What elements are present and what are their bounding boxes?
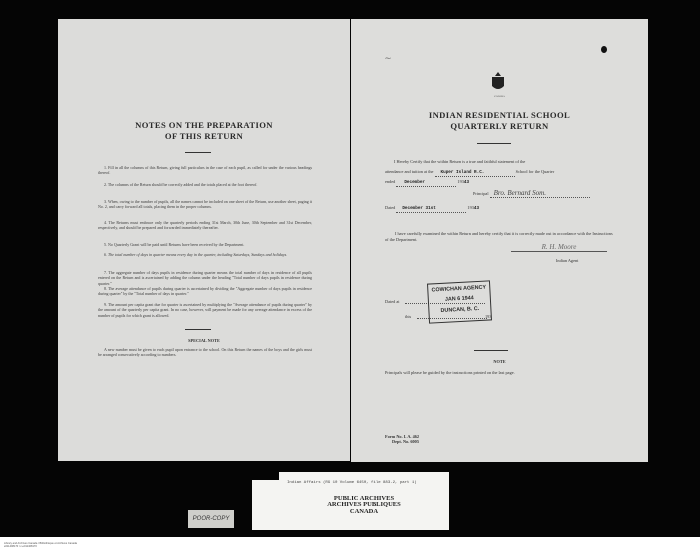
note-4: 4. The Returns must embrace only the quarterly periods ending 31st March, 30th June, 30th September and 31st December, respectively, and should be prepared and forwarded immediately thereafter. (98, 220, 312, 231)
return-title-line1: INDIAN RESIDENTIAL SCHOOL (428, 110, 571, 120)
note-9: 9. The amount per capita grant due for quarter is ascertained by multiplying the "Average attendance of pupils during quarter" by the amount of the quarterly per capita grant. In no case, however, will payment be made for any average attendance in excess of the number of pupils for which grant is allowed. (98, 302, 312, 318)
agent-label: Indian Agent (556, 258, 579, 263)
note-3: 3. When, owing to the number of pupils, all the names cannot be included on one sheet of the Return, use another sheet, paging it No. 2, and carry forward all totals, placing them in the proper columns. (98, 199, 312, 210)
notes-title-line2: OF THIS RETURN (164, 131, 244, 141)
crest-label: CANADA (494, 95, 505, 98)
archive-line-1: PUBLIC ARCHIVES (333, 495, 395, 502)
footer-credit: Library and Archives Canada / Bibliothèque et Archives Canada (4, 542, 77, 545)
divider (185, 152, 211, 153)
year-prefix: 193 (457, 179, 464, 184)
archive-line-2: ARCHIVES PUBLIQUES (327, 501, 401, 509)
quarter-month-field: December (396, 180, 456, 187)
archive-label-back (252, 480, 282, 530)
stamp-line-1: COWICHAN AGENCY (431, 284, 487, 294)
ended-label: ended (385, 179, 396, 184)
note-text: Principals will please be guided by the instructions printed on the last page. (385, 370, 515, 375)
notes-title-line1: NOTES ON THE PREPARATION (135, 120, 273, 130)
dept-number: Dept. No. 6005 (392, 439, 419, 444)
archive-reference: Indian Affairs (RG 10 Volume 6450, file 883-2, part 1) (287, 481, 417, 485)
ink-spot (601, 46, 607, 53)
agent-certification: I have carefully examined the within Return and hereby certify that it is correctly made out in accordance with the Instructions of the Department. (385, 231, 613, 242)
attendance-label: attendance and tuition at the (385, 169, 434, 174)
divider (477, 143, 511, 144)
pencil-mark: ⁓ (385, 56, 391, 62)
certification-intro: I Hereby Certify that the within Return is a true and faithful statement of the (394, 159, 526, 164)
year-prefix: 193 (485, 314, 492, 319)
dated-at-label: Dated at (385, 299, 400, 304)
return-title-line2: QUARTERLY RETURN (450, 121, 549, 131)
stamp-line-3: DUNCAN, B. C. (440, 305, 480, 314)
form-number: Form No. I. A. 462 (385, 434, 420, 439)
school-name-field: Kuper Island R.C. (435, 170, 515, 177)
school-suffix: School for the Quarter (515, 169, 555, 174)
poor-copy-tag: POOR-COPY (188, 510, 234, 528)
archive-line-3: CANADA (349, 507, 379, 515)
year-field: 43 (463, 180, 470, 185)
dated-field: December 31st (396, 206, 466, 213)
year-prefix: 193 (467, 205, 474, 210)
note-2: 2. The columns of the Return should be correctly added and the totals placed at the foot thereof. (104, 182, 258, 187)
agent-signature: R. H. Moore (511, 245, 607, 252)
right-page-return (351, 19, 648, 462)
principal-label: Principal (473, 191, 489, 196)
archive-label (279, 472, 449, 530)
this-label: this (405, 314, 412, 319)
note-8: 8. The average attendance of pupils during quarter is ascertained by dividing the "Aggregate number of days pupils in residence during quarter" by the "Total number of days in quarter." (98, 286, 312, 297)
canada-crest-icon (489, 72, 507, 94)
note-5: 5. No Quarterly Grant will be paid until Returns have been received by the Department. (104, 242, 245, 247)
note-heading: NOTE (493, 359, 506, 364)
note-1: 1. Fill in all the columns of this Return, giving full particulars in the case of each pupil, as called for under the various headings thereof. (98, 165, 312, 176)
dated-label: Dated (385, 205, 396, 210)
note-6: 6. The total number of days in quarter means every day in the quarter, including Saturdays, Sundays and holidays. (104, 252, 288, 257)
left-page-notes (58, 19, 350, 461)
stamp-line-2: JAN 6 1944 (444, 295, 474, 303)
principal-signature: Bro. Bernard Som. (490, 191, 590, 198)
special-note-heading: SPECIAL NOTE (188, 338, 220, 343)
divider (474, 350, 508, 351)
note-7: 7. The aggregate number of days pupils in residence during quarter means the total number of days in residence of all pupils entered on the Return and is ascertained by adding the column under the heading "Total number of days pupils in residence during quarter." (98, 270, 312, 286)
divider (185, 329, 211, 330)
agency-date-stamp (427, 280, 492, 323)
footer-item-number: e011408170 / c-e011408170 (4, 545, 37, 549)
year-field: 43 (473, 206, 480, 211)
special-note-text: A new number must be given to each pupil upon entrance to the school. On this Return the names of the boys and the girls must be arranged consecutively according to numbers. (98, 347, 312, 358)
